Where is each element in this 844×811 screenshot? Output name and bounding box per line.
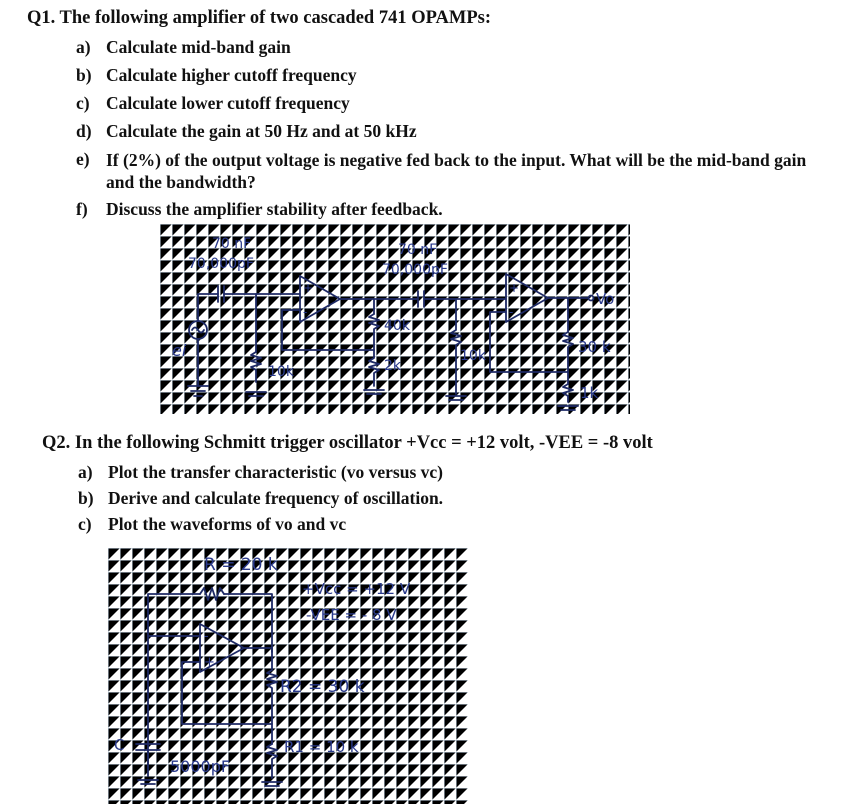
item-label: f) xyxy=(76,199,88,219)
item-text: Discuss the amplifier stability after feedback. xyxy=(106,199,443,219)
item-label: c) xyxy=(76,93,90,113)
q2-item-c xyxy=(78,514,346,535)
c-value: 5000pF xyxy=(170,757,231,776)
r-feedback2-label: 30 k xyxy=(578,338,611,356)
q2-item-a xyxy=(78,462,443,483)
opamp-plus: + xyxy=(204,655,215,670)
r-label: R = 20 k xyxy=(204,555,278,575)
item-text: Calculate higher cutoff frequency xyxy=(106,65,357,85)
amplifier-circuit-figure xyxy=(160,224,630,414)
opamp-minus: - xyxy=(204,629,209,644)
item-label: a) xyxy=(76,37,91,57)
opamp-1-minus: - xyxy=(303,305,308,319)
c2-value: 70 nF xyxy=(398,242,438,258)
item-text: Calculate lower cutoff frequency xyxy=(106,93,350,113)
q1-title: Q1. The following amplifier of two cascaded 741 OPAMPs: xyxy=(27,8,492,28)
q1-item-f xyxy=(76,199,443,220)
opamp-1-plus: + xyxy=(303,281,314,295)
item-label: c) xyxy=(78,514,92,534)
output-label: Vo xyxy=(596,290,615,308)
r2-label: R2 = 30 k xyxy=(280,677,365,697)
item-label: a) xyxy=(78,462,93,482)
item-text: Plot the transfer characteristic (vo versus vc) xyxy=(108,462,443,482)
r-feedback1-label: 40k xyxy=(384,318,410,334)
q1-item-b xyxy=(76,65,357,86)
q1-item-e-label: e) xyxy=(76,149,90,169)
c1-value: 70 nF xyxy=(212,236,252,252)
opamp-2-plus: + xyxy=(509,281,520,295)
q1-item-c xyxy=(76,93,350,114)
item-label: b) xyxy=(78,488,94,508)
c-label: C xyxy=(114,736,125,754)
r-ground2-label: 1k xyxy=(580,384,599,402)
item-label: b) xyxy=(76,65,92,85)
item-text: Plot the waveforms of vo and vc xyxy=(108,514,347,534)
graph-paper-background xyxy=(108,548,468,804)
q1-item-a xyxy=(76,37,291,58)
item-label: d) xyxy=(76,121,92,141)
vcc-label: +Vcc = +12 V xyxy=(302,580,411,598)
schmitt-trigger-circuit-figure xyxy=(108,548,468,804)
opamp-2-minus: - xyxy=(509,305,514,319)
q1-item-d xyxy=(76,121,417,142)
r-input2-label: 10k xyxy=(460,348,486,364)
vee-label: -VEE = - 8 V xyxy=(306,606,397,624)
q2-title: Q2. In the following Schmitt trigger oscillator +Vcc = +12 volt, -VEE = -8 volt xyxy=(42,433,653,453)
c2-alt-value: 70,000pF xyxy=(382,262,448,278)
r-input-label: 10k xyxy=(268,364,294,380)
r1-label: R1 = 10 k xyxy=(284,738,359,756)
item-text: Calculate the gain at 50 Hz and at 50 kHz xyxy=(106,121,417,141)
item-text: Calculate mid-band gain xyxy=(106,37,291,57)
q2-item-b xyxy=(78,488,443,509)
item-text: Derive and calculate frequency of oscillation. xyxy=(108,488,444,508)
q1-item-e-text: If (2%) of the output voltage is negative fed back to the input. What will be the mid-band gain and the bandwidth? xyxy=(106,150,807,192)
source-label: ei xyxy=(172,341,187,360)
c1-alt-value: 70,000pF xyxy=(188,256,254,272)
r-ground1-label: 2k xyxy=(384,358,402,374)
